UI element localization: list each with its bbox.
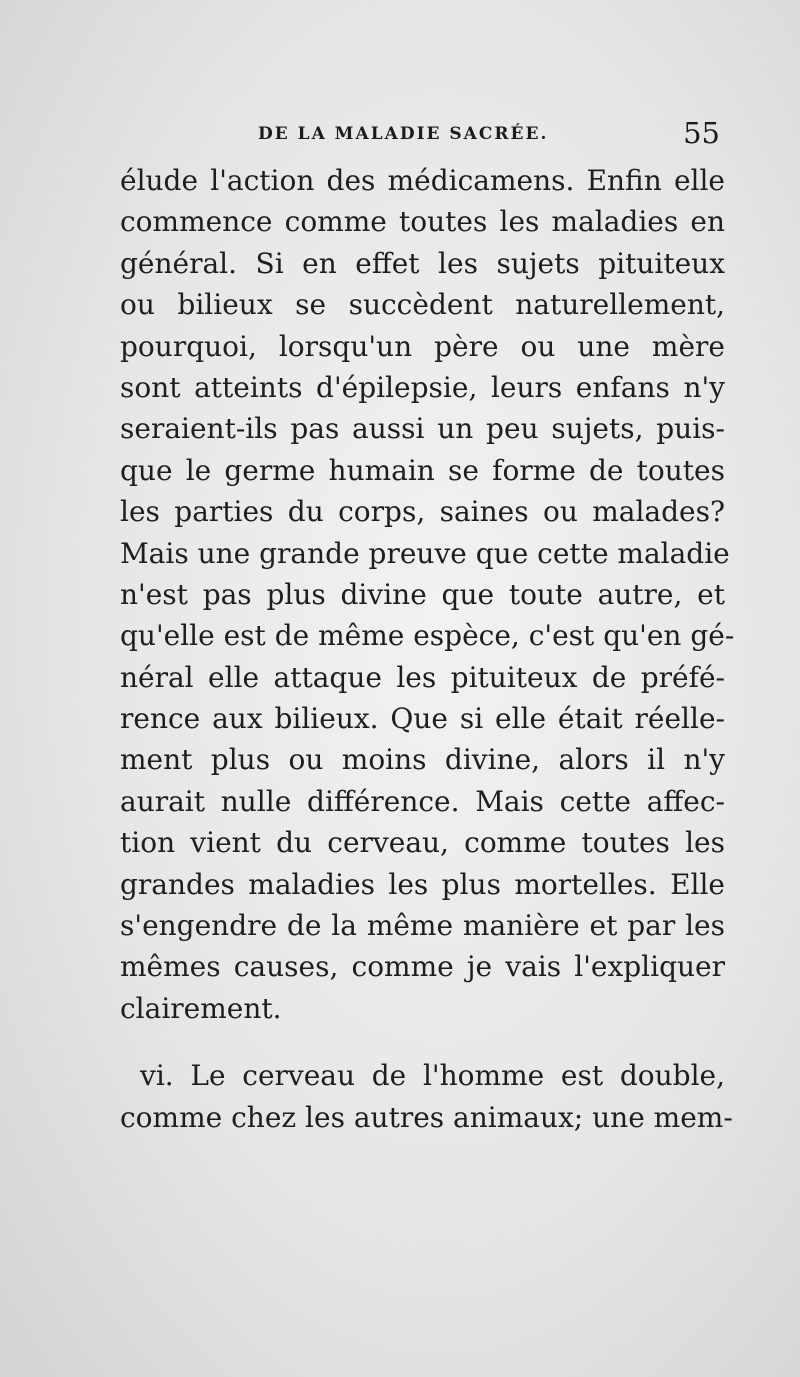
text-line: général. Si en effet les sujets pituiteux (120, 246, 725, 280)
page-header (258, 116, 720, 152)
text-line: Mais une grande preuve que cette maladie (120, 536, 730, 570)
page-number: 55 (683, 116, 720, 150)
text-line: sont atteints d'épilepsie, leurs enfans n'y (120, 370, 725, 404)
body-text (120, 160, 735, 1138)
text-line: comme chez les autres animaux; une mem- (120, 1100, 733, 1134)
text-line: pourquoi, lorsqu'un père ou une mère (120, 329, 725, 363)
text-line: ou bilieux se succèdent naturellement, (120, 288, 725, 322)
text-line: ment plus ou moins divine, alors il n'y (120, 743, 725, 777)
text-line: que le germe humain se forme de toutes (120, 453, 725, 487)
paragraph (120, 160, 735, 1029)
text-line: élude l'action des médicamens. Enfin elle (120, 164, 725, 197)
text-line: les parties du corps, saines ou malades? (120, 495, 725, 529)
text-line: s'engendre de la même manière et par les (120, 909, 725, 943)
text-line: qu'elle est de même espèce, c'est qu'en gé- (120, 619, 735, 653)
text-line: commence comme toutes les maladies en (120, 205, 725, 239)
text-line: n'est pas plus divine que toute autre, et (120, 577, 725, 611)
text-line: aurait nulle différence. Mais cette affec- (120, 784, 725, 818)
text-line: néral elle attaque les pituiteux de préfé- (120, 660, 725, 694)
running-title: DE LA MALADIE SACRÉE. (258, 124, 549, 144)
text-line: seraient-ils pas aussi un peu sujets, puis- (120, 412, 725, 446)
text-line: tion vient du cerveau, comme toutes les (120, 826, 725, 860)
text-line: mêmes causes, comme je vais l'expliquer (120, 950, 725, 984)
text-line: rence aux bilieux. Que si elle était réelle- (120, 702, 725, 736)
paragraph-gap (120, 1029, 725, 1055)
text-line: grandes maladies les plus mortelles. Elle (120, 867, 725, 901)
text-line: vi. Le cerveau de l'homme est double, (140, 1059, 725, 1093)
paragraph (120, 1055, 733, 1138)
text-line: clairement. (120, 991, 282, 1025)
